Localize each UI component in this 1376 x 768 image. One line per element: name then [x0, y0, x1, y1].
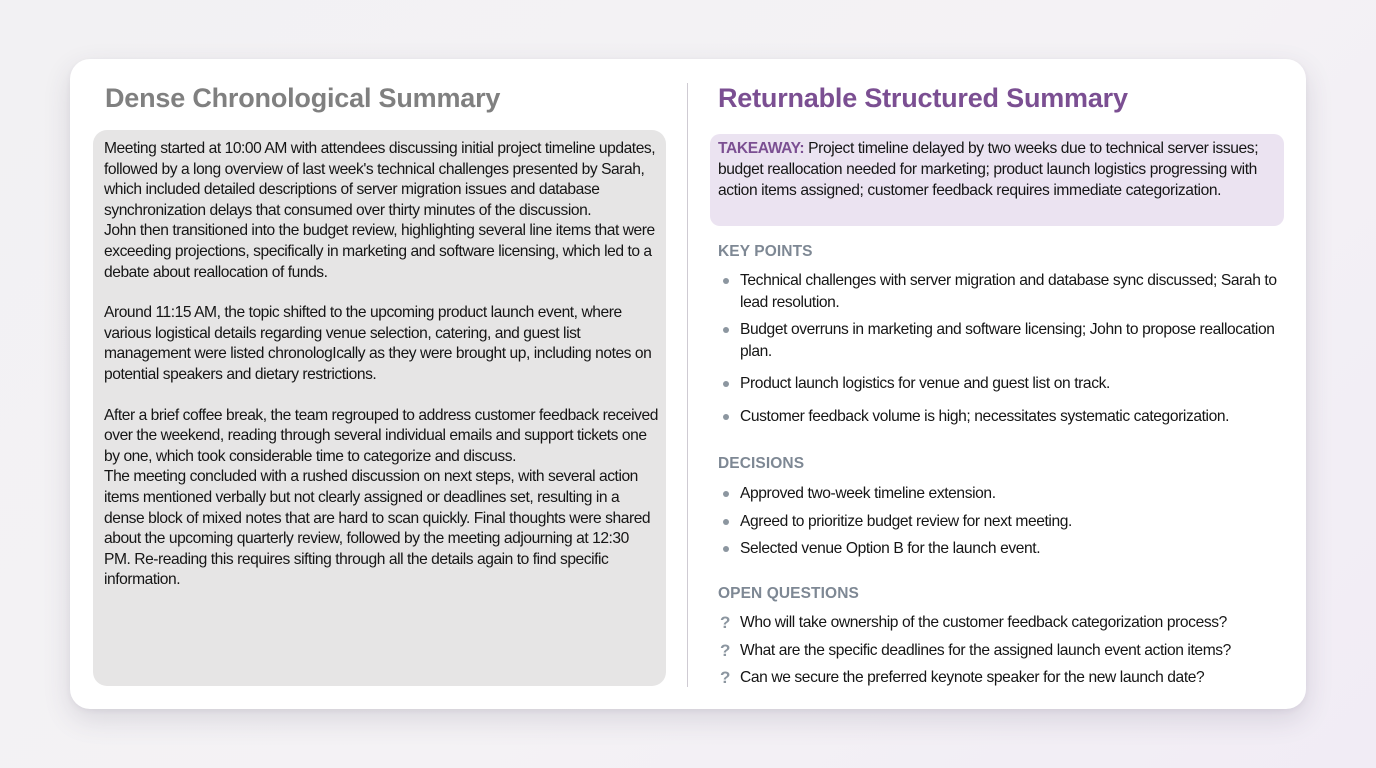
key-points-heading: KEY POINTS [718, 243, 813, 260]
takeaway-box [710, 134, 1284, 226]
takeaway-text: Project timeline delayed by two weeks due to technical server issues; budget reallocation needed for marketing; product launch logistics progressing with action items assigned; customer feedback requires immediate categorization. [718, 140, 1259, 199]
dense-summary-title: Dense Chronological Summary [105, 83, 501, 113]
open-question-item [718, 667, 1288, 689]
open-question-item [718, 612, 1288, 634]
dense-paragraph: After a brief coffee break, the team regrouped to address customer feedback received over the weekend, reading through several individual emails and support tickets one by one, which took considerable time to categorize and discuss. [104, 406, 658, 465]
key-point-item [718, 406, 1288, 428]
key-point-item [718, 373, 1288, 395]
decision-text: Selected venue Option B for the launch event. [740, 540, 1041, 557]
dense-paragraph: Around 11:15 AM, the topic shifted to the upcoming product launch event, where various logistical details regarding venue selection, catering, and guest list management were listed chronologIcally as they were brought up, including notes on potential speakers and dietary restrictions. [104, 304, 652, 383]
decision-item [718, 483, 1288, 505]
open-question-item [718, 640, 1288, 662]
open-question-text: What are the specific deadlines for the assigned launch event action items? [740, 641, 1231, 659]
decisions-list [718, 483, 1288, 560]
dense-summary-text-block [93, 130, 666, 686]
key-points-list [718, 270, 1288, 427]
decision-text: Approved two-week timeline extension. [740, 485, 996, 502]
bullet-dot-icon [723, 491, 729, 497]
dense-paragraph: John then transitioned into the budget review, highlighting several line items that were exceeding projections, specifically in marketing and software licensing, which led to a debate about reallocation of funds. [104, 222, 655, 281]
key-point-text: Budget overruns in marketing and software licensing; John to propose reallocation plan. [740, 321, 1275, 360]
key-point-text: Customer feedback volume is high; necessitates systematic categorization. [740, 407, 1230, 425]
key-point-text: Technical challenges with server migration and database sync discussed; Sarah to lead resolution. [740, 272, 1277, 311]
dense-paragraph: Meeting started at 10:00 AM with attendees discussing initial project timeline updates, followed by a long overview of last week's technical challenges presented by Sarah, which included detailed descriptions of server migration issues and database synchronization delays that consumed over thirty minutes of the discussion. [104, 140, 656, 219]
decisions-heading: DECISIONS [718, 455, 805, 472]
question-mark-icon: ? [720, 640, 730, 660]
decision-text: Agreed to prioritize budget review for next meeting. [740, 512, 1072, 530]
bullet-dot-icon [723, 278, 729, 284]
key-point-text: Product launch logistics for venue and guest list on track. [740, 375, 1110, 392]
takeaway-label: TAKEAWAY: [718, 140, 805, 157]
decision-item [718, 511, 1288, 533]
bullet-dot-icon [723, 414, 729, 420]
structured-summary-title: Returnable Structured Summary [718, 83, 1128, 113]
open-question-text: Can we secure the preferred keynote speaker for the new launch date? [740, 669, 1205, 686]
bullet-dot-icon [723, 327, 729, 333]
open-questions-heading: OPEN QUESTIONS [718, 585, 859, 602]
question-mark-icon: ? [720, 668, 730, 687]
bullet-dot-icon [723, 546, 729, 552]
key-point-item [718, 319, 1288, 362]
dense-paragraph: The meeting concluded with a rushed discussion on next steps, with several action items mentioned verbally but not clearly assigned or deadlines set, resulting in a dense block of mixed notes that are hard to scan quickly. Final thoughts were shared about the upcoming quarterly review, followed by the meeting adjourning at 12:30 PM. Re-reading this requires sifting through all the details again to find specific information. [104, 468, 651, 589]
comparison-card [70, 59, 1306, 709]
key-point-item [718, 270, 1288, 313]
decision-item [718, 538, 1288, 560]
open-question-text: Who will take ownership of the customer feedback categorization process? [740, 614, 1227, 631]
question-mark-icon: ? [720, 613, 730, 632]
bullet-dot-icon [723, 381, 729, 387]
panel-divider [687, 83, 688, 687]
bullet-dot-icon [723, 519, 729, 525]
open-questions-list [718, 612, 1288, 689]
